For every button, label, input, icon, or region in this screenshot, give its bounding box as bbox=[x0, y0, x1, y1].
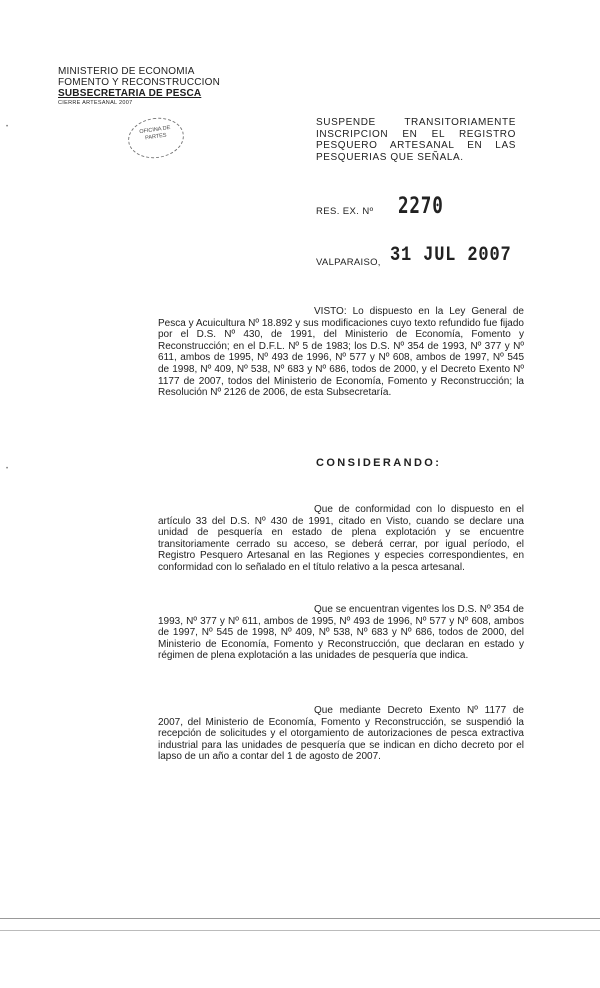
considerando-paragraph bbox=[158, 705, 524, 763]
file-reference: CIERRE ARTESANAL 2007 bbox=[58, 100, 133, 106]
stamp-text: OFICINA DE PARTES bbox=[139, 124, 171, 142]
margin-mark: • bbox=[6, 124, 9, 130]
date-stamp: 31 JUL 2007 bbox=[390, 244, 512, 267]
considerando-text-3: Que mediante Decreto Exento Nº 1177 de 2007, del Ministerio de Economía, Fomento y Reconstrucción, se suspendió la recepción de solicitudes y el otorgamiento de autorizaciones de pesca extractiva industrial para las unidades de pesquería que se indican en dicho decreto por el lapso de un año a contar del 1 de agosto de 2007. bbox=[158, 705, 524, 763]
considerando-paragraph bbox=[158, 504, 524, 574]
considerando-paragraph bbox=[158, 604, 524, 662]
undersecretariat-name: SUBSECRETARIA DE PESCA bbox=[58, 88, 202, 99]
resolution-label: RES. EX. Nº bbox=[316, 206, 374, 217]
document-subject: SUSPENDE TRANSITORIAMENTE INSCRIPCION EN EL REGISTRO PESQUERO ARTESANAL EN LAS PESQUERIAS QUE SEÑALA. bbox=[316, 117, 516, 163]
resolution-number: 2270 bbox=[398, 194, 444, 219]
place: VALPARAISO, bbox=[316, 257, 381, 268]
visto-text: VISTO: Lo dispuesto en la Ley General de Pesca y Acuicultura Nº 18.892 y sus modificaciones cuyo texto refundido fue fijado por el D.S. Nº 430, de 1991, del Ministerio de Economía, Fomento y Reconstrucción; en el D.F.L. Nº 5 de 1983; los D.S. Nº 354 de 1993, Nº 377 y Nº 611, ambos de 1995, Nº 493 de 1996, Nº 577 y Nº 608, ambos de 1997, Nº 545 de 1998, Nº 409, Nº 538, Nº 683 y Nº 686, todos de 2000, y el Decreto Exento Nº 1177 de 2007, todos del Ministerio de Economía, Fomento y Reconstrucción; la Resolución Nº 2126 de 2006, de esta Subsecretaría. bbox=[158, 306, 524, 399]
visto-paragraph bbox=[158, 306, 524, 399]
considerando-text-2: Que se encuentran vigentes los D.S. Nº 354 de 1993, Nº 377 y Nº 611, ambos de 1995, Nº 493 de 1996, Nº 577 y Nº 608, ambos de 1997, Nº 545 de 1998, Nº 409, Nº 538, Nº 683 y Nº 686, todos de 2000, del Ministerio de Economía, Fomento y Reconstrucción, que declaran en estado y régimen de plena explotación a las unidades de pesquería que indica. bbox=[158, 604, 524, 662]
page-divider bbox=[0, 930, 600, 931]
considerando-heading: CONSIDERANDO: bbox=[316, 457, 442, 469]
ministry-name: MINISTERIO DE ECONOMIA bbox=[58, 66, 195, 77]
office-stamp bbox=[125, 114, 186, 161]
ministry-subtitle: FOMENTO Y RECONSTRUCCION bbox=[58, 77, 221, 88]
page-divider bbox=[0, 918, 600, 919]
considerando-text-1: Que de conformidad con lo dispuesto en el artículo 33 del D.S. Nº 430 de 1991, citado en Visto, cuando se declare una unidad de pesquería en estado de plena explotación y se encuentre transitoriamente cerrado su acceso, se deberá cerrar, por igual período, el Registro Pesquero Artesanal en las Regiones y especies correspondientes, en conformidad con lo señalado en el título relativo a la pesca artesanal. bbox=[158, 504, 524, 573]
margin-mark: • bbox=[6, 466, 9, 472]
